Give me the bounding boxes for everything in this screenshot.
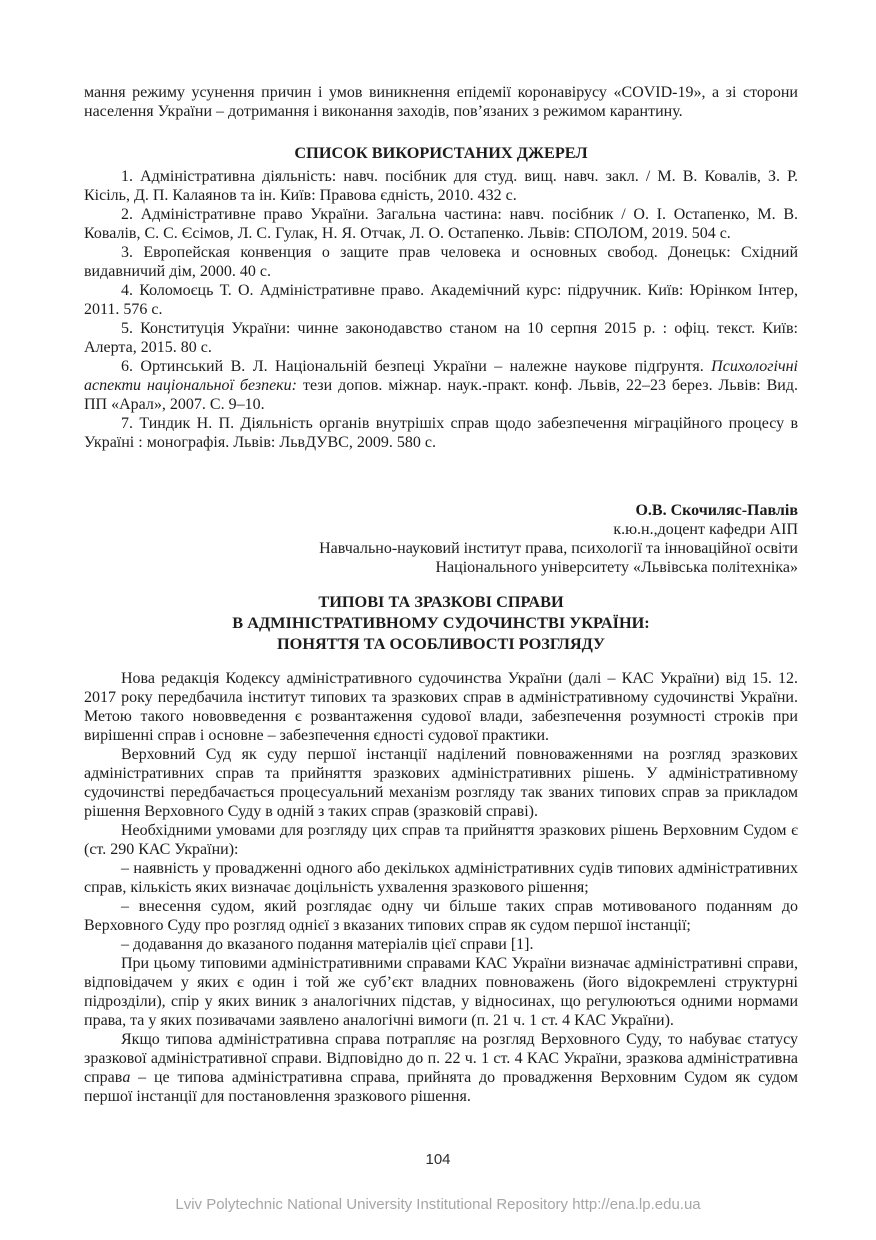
- title-line: В АДМІНІСТРАТИВНОМУ СУДОЧИНСТВІ УКРАЇНИ:: [232, 613, 650, 632]
- continuation-paragraph: мання режиму усунення причин і умов виникнення епідемії коронавірусу «COVID-19», а зі сторони населення України – дотримання і виконання заходів, пов’язаних з режимом карантину.: [84, 84, 798, 120]
- article-body: [84, 669, 798, 1106]
- author-name: О.В. Скочиляс-Павлів: [635, 502, 798, 519]
- author-university: Національного університету «Львівська політехніка»: [435, 559, 798, 576]
- references-heading: СПИСОК ВИКОРИСТАНИХ ДЖЕРЕЛ: [294, 143, 588, 162]
- author-degree: к.ю.н.,доцент кафедри АІП: [613, 521, 798, 538]
- reference-item: 6. Ортинський В. Л. Національній безпеці України – належне наукове підґрунтя. Психологічні аспекти національної безпеки: тези допов. міжнар. наук.-практ. конф. Львів, 22–23 берез. Львів: Вид. ПП «Арал», 2007. С. 9–10.: [84, 358, 798, 413]
- body-paragraph: Необхідними умовами для розгляду цих справ та прийняття зразкових рішень Верховним Судом є (ст. 290 КАС України):: [84, 822, 798, 858]
- repository-footer: Lviv Polytechnic National University Institutional Repository http://ena.lp.edu.ua: [175, 1196, 701, 1213]
- reference-item: 7. Тиндик Н. П. Діяльність органів внутрішіх справ щодо забезпечення міграційного процесу в Україні : монографія. Львів: ЛьвДУВС, 2009. 580 с.: [84, 415, 798, 451]
- article-title: [84, 591, 798, 654]
- reference-item: 5. Конституція України: чинне законодавство станом на 10 серпня 2015 р. : офіц. текст. Київ: Алерта, 2015. 80 с.: [84, 320, 798, 356]
- page-number: 104: [425, 1151, 451, 1168]
- body-paragraph: Нова редакція Кодексу адміністративного судочинства України (далі – КАС України) від 15. 12. 2017 року передбачила інститут типових та зразкових справ в адміністративному судочинстві України. Метою такого нововведення є розвантаження судової влади, забезпечення розумності строків при вирішенні справ і основне – забезпечення єдності судової практики.: [84, 670, 798, 744]
- text-column: [84, 0, 798, 1106]
- body-paragraph-bullet: – додавання до вказаного подання матеріалів цієї справи [1].: [121, 936, 534, 953]
- reference-item: 3. Европейская конвенция о защите прав человека и основных свобод. Донецьк: Східний видавничий дім, 2000. 40 с.: [84, 244, 798, 280]
- body-paragraph-bullet: – внесення судом, який розглядає одну чи більше таких справ мотивованого поданням до Верховного Суду про розгляд однієї з вказаних типових справ як судом першої інстанції;: [84, 898, 798, 934]
- title-line: ТИПОВІ ТА ЗРАЗКОВІ СПРАВИ: [318, 592, 564, 611]
- reference-item: 2. Адміністративне право України. Загальна частина: навч. посібник / О. І. Остапенко, М. В. Ковалів, С. С. Єсімов, Л. С. Гулак, Н. Я. Отчак, Л. О. Остапенко. Львів: СПОЛОМ, 2019. 504 с.: [84, 206, 798, 242]
- title-line: ПОНЯТТЯ ТА ОСОБЛИВОСТІ РОЗГЛЯДУ: [277, 634, 605, 653]
- reference-item: 1. Адміністративна діяльність: навч. посібник для студ. вищ. навч. закл. / М. В. Ковалів, З. Р. Кісіль, Д. П. Калаянов та ін. Київ: Правова єдність, 2010. 432 с.: [84, 168, 798, 204]
- author-institute: Навчально-науковий інститут права, психології та інноваційної освіти: [319, 540, 798, 557]
- body-paragraph: При цьому типовими адміністративними справами КАС України визначає адміністративні справи, відповідачем у яких є один і той же суб’єкт владних повноважень (його відокремлені структурні підрозділи), спір у яких виник з аналогічних підстав, у відносинах, що регулюються одними нормами права, та у яких позивачами заявлено аналогічні вимоги (п. 21 ч. 1 ст. 4 КАС України).: [84, 955, 798, 1029]
- author-block: [84, 501, 798, 577]
- references-list: [84, 167, 798, 452]
- body-paragraph: Верховний Суд як суду першої інстанції наділений повноваженнями на розгляд зразкових адміністративних справ та прийняття зразкових адміністративних рішень. У адміністративному судочинстві передбачається процесуальний механізм розгляду так званих типових справ за прикладом рішення Верховного Суду в одній з таких справ (зразковій справі).: [84, 746, 798, 820]
- body-paragraph: Якщо типова адміністративна справа потрапляє на розгляд Верховного Суду, то набуває статусу зразкової адміністративної справи. Відповідно до п. 22 ч. 1 ст. 4 КАС України, зразкова адміністративна справа – це типова адміністративна справа, прийнята до провадження Верховним Судом як судом першої інстанції для постановлення зразкового рішення.: [84, 1031, 798, 1105]
- body-paragraph-bullet: – наявність у провадженні одного або декількох адміністративних судів типових адміністративних справ, кількість яких визначає доцільність ухвалення зразкового рішення;: [84, 860, 798, 896]
- reference-item: 4. Коломоєць Т. О. Адміністративне право. Академічний курс: підручник. Київ: Юрінком Інтер, 2011. 576 с.: [84, 282, 798, 318]
